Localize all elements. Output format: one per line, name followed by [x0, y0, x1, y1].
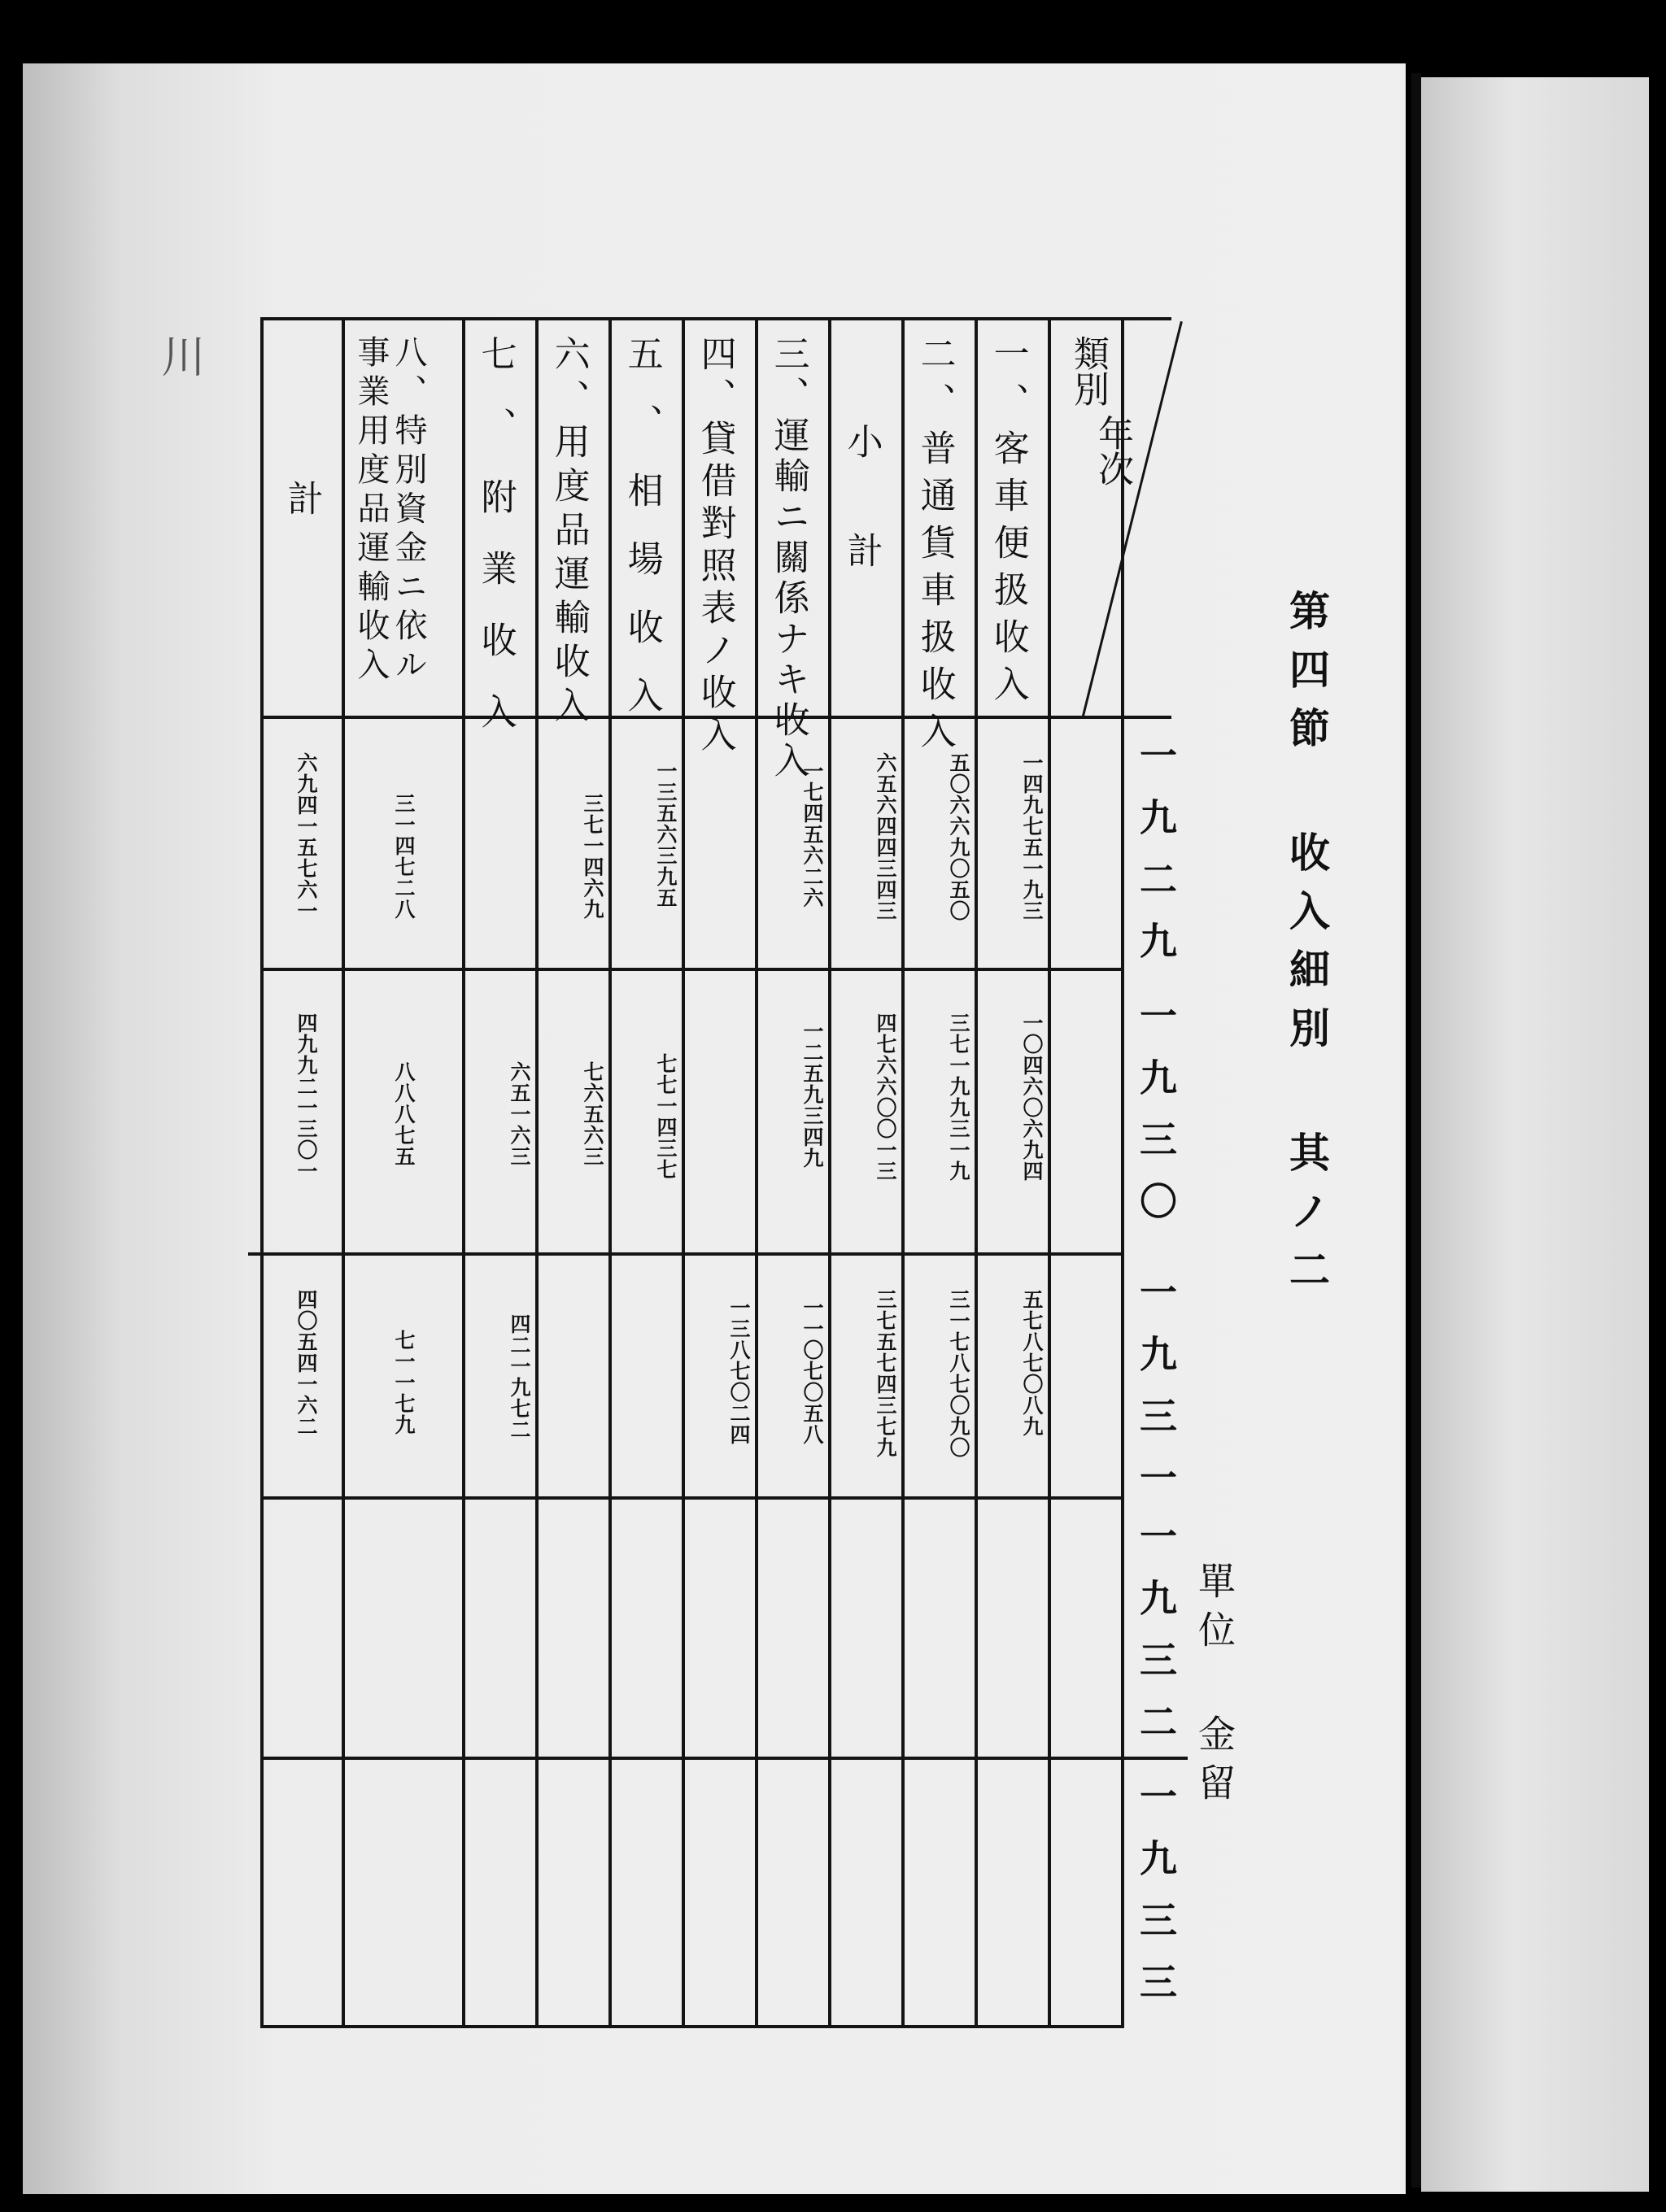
- rule-col: [342, 317, 345, 2028]
- corner-category-label: 類別: [1067, 335, 1109, 407]
- table-cell: 六五六四四三四三: [874, 752, 897, 921]
- rule-top: [260, 317, 1171, 320]
- row-label: 六、用度品運輸收入: [547, 335, 590, 730]
- rule-bottom: [260, 2025, 1123, 2028]
- year-header: 一九三一: [1134, 1273, 1178, 1520]
- table-cell: 七一一七九: [392, 1330, 416, 1435]
- row-label: 計: [281, 480, 323, 527]
- rule-year3: [260, 1496, 1123, 1500]
- year-header: 一九二九: [1134, 736, 1178, 983]
- table-cell: 一七四五六二六: [800, 760, 824, 908]
- rule-col: [1048, 317, 1051, 2028]
- table-cell: 一〇四六〇六九四: [1020, 1012, 1044, 1182]
- row-label: 八、特別資金ニ依ル事業用度品運輸收入: [352, 335, 427, 686]
- income-table: [260, 317, 1178, 2029]
- table-cell: 五〇六六九〇五〇: [947, 752, 970, 921]
- table-cell: 五七八七〇八九: [1020, 1289, 1044, 1437]
- table-cell: 一二五九三四九: [800, 1021, 824, 1169]
- rule-left: [260, 317, 264, 2028]
- table-cell: 七六五六三: [581, 1061, 604, 1167]
- row-label: 三、運輸ニ關係ナキ收入: [767, 335, 809, 782]
- row-label: 二、普通貨車扱收入: [914, 335, 956, 760]
- table-cell: 六五一六三: [508, 1061, 531, 1167]
- row-label: 一、客車便扱收入: [987, 335, 1029, 712]
- rule-col: [1121, 317, 1124, 2028]
- table-cell: 一一〇七〇五八: [800, 1297, 824, 1445]
- rule-col: [975, 317, 978, 2028]
- rule-col: [535, 317, 539, 2028]
- table-cell: 一三八七〇二四: [727, 1297, 751, 1445]
- row-label: 五、相場收入: [621, 335, 663, 745]
- rule-col: [682, 317, 685, 2028]
- table-cell: 三七一九九三一九: [947, 1012, 970, 1182]
- table-cell: 四七六六〇〇一三: [874, 1012, 897, 1182]
- table-cell: 三一四七二八: [392, 793, 416, 920]
- table-cell: 三七五七四三七九: [874, 1289, 897, 1458]
- rule-year2: [248, 1252, 1123, 1256]
- table-cell: 四〇五四一六二: [294, 1289, 318, 1437]
- row-label: 四、貸借對照表ノ收入: [694, 335, 736, 758]
- rule-col: [901, 317, 905, 2028]
- table-cell: 七七一四三七: [654, 1053, 678, 1180]
- rule-col: [608, 317, 612, 2028]
- table-cell: 八八八七五: [392, 1061, 416, 1167]
- table-cell: 四九九二一三〇一: [294, 1012, 318, 1182]
- table-cell: 一四九七五一九三: [1020, 752, 1044, 921]
- row-label: 小計: [840, 423, 883, 641]
- rule-col: [828, 317, 831, 2028]
- table-cell: 六九四一五七六一: [294, 752, 318, 921]
- rule-year1: [260, 968, 1123, 971]
- year-header: 一九三二: [1134, 1517, 1178, 1764]
- year-header: 一九三三: [1134, 1777, 1178, 2024]
- next-page-strip: [1421, 77, 1649, 2192]
- unit-note: 單位 金留: [1193, 1561, 1236, 1812]
- corner-year-label: 年次: [1092, 415, 1133, 486]
- table-cell: 三一七八七〇九〇: [947, 1289, 970, 1458]
- page-mark: 川: [155, 333, 206, 377]
- table-cell: 三七一四六九: [581, 793, 604, 920]
- rule-col: [462, 317, 465, 2028]
- year-header: 一九三〇: [1134, 996, 1178, 1243]
- table-cell: 一三五六三九五: [654, 760, 678, 908]
- table-cell: 四二一九七二: [508, 1313, 531, 1440]
- rule-col: [755, 317, 758, 2028]
- page-edge: [1411, 73, 1421, 2188]
- row-label: 七、附業收入: [474, 335, 517, 764]
- section-title: 第四節 收入細別 其ノ二: [1283, 590, 1331, 1307]
